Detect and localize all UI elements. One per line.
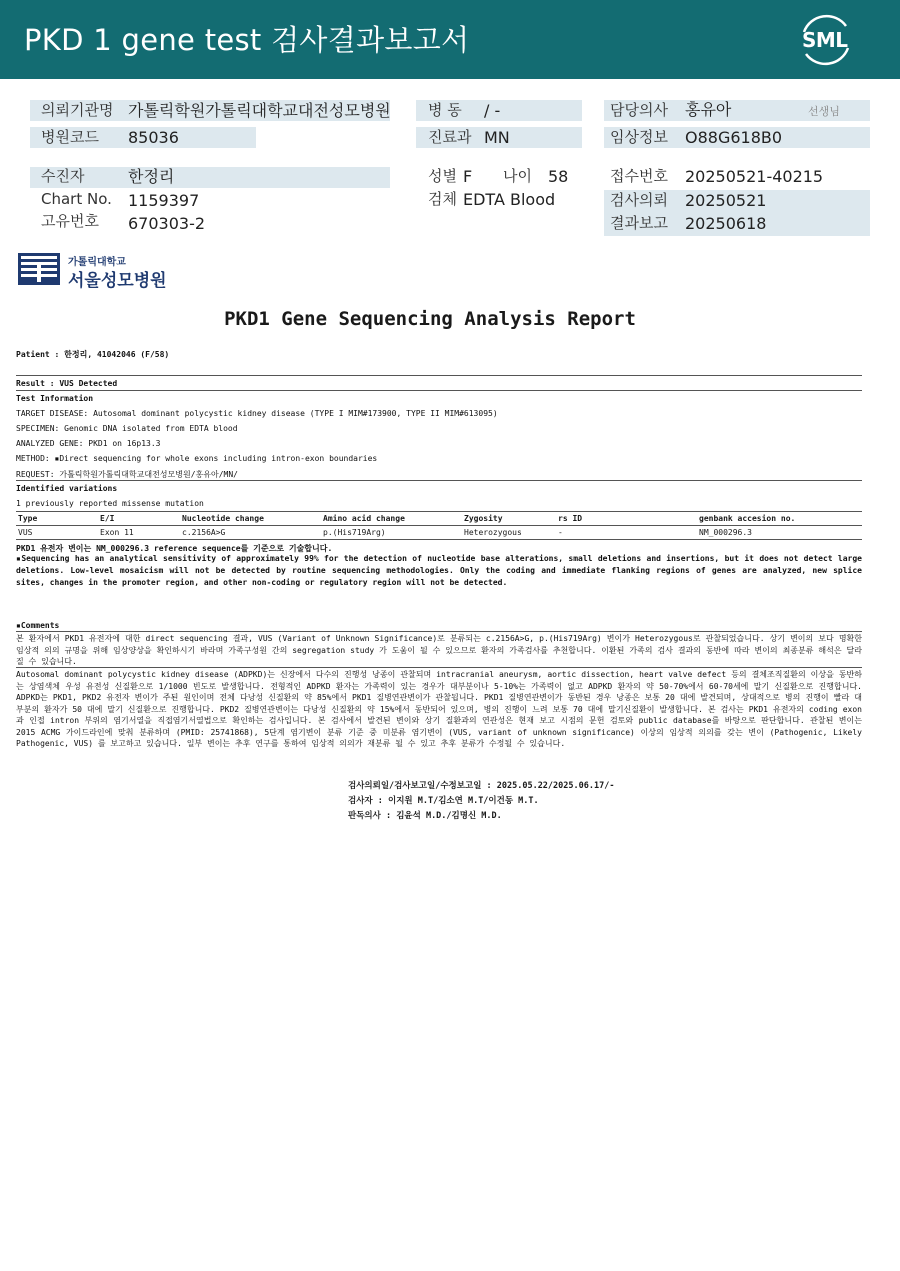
unique-label: 고유번호: [41, 212, 99, 230]
report-date-label: 결과보고: [610, 214, 668, 232]
doctor-label: 담당의사: [610, 101, 668, 119]
age-label: 나이: [503, 167, 532, 185]
sex-value: F: [463, 167, 473, 186]
patient-line: Patient : 한정리, 41042046 (F/58): [16, 350, 170, 359]
age-value: 58: [548, 167, 569, 186]
doctor-value: 홍유아: [685, 100, 732, 119]
chart-label: Chart No.: [41, 190, 112, 208]
doctor-suffix: 선생님: [808, 105, 840, 118]
comments-heading: ▪Comments: [16, 621, 60, 630]
patient-value: 한정리: [128, 167, 175, 186]
table-header: genbank accesion no.: [697, 512, 862, 526]
table-header: rs ID: [556, 512, 697, 526]
page-title: PKD 1 gene test 검사결과보고서: [24, 23, 470, 57]
table-cell: c.2156A>G: [180, 526, 321, 540]
table-header: Nucleotide change: [180, 512, 321, 526]
table-cell: NM_000296.3: [697, 526, 862, 540]
clinical-label: 임상정보: [610, 128, 668, 146]
analyzed-gene: ANALYZED GENE: PKD1 on 16p13.3: [16, 439, 161, 448]
hospital-emblem-icon: [18, 253, 60, 285]
clinical-value: O88G618B0: [685, 128, 783, 147]
variant-table: [16, 511, 862, 540]
receipt-value: 20250521-40215: [685, 167, 824, 186]
comment-paragraph-1: 본 환자에서 PKD1 유전자에 대한 direct sequencing 결과, VUS (Variant of Unknown Significance)로 분류되는 c.2156A>G, p.(His719Arg) 변이가 Heterozygous로 관찰되었습니다. 상기 변이의 보다 명확한 임상적 의의 규명을 위해 임상양상을 확인하시기 바라며 가족구성원 간의 segregation study 가 도움이 될 수 있으므로 환자의 가족검사를 추천합니다. 이환된 가족의 검사 결과의 동반에 따라 변이의 최종분류 해석은 달라질 수 있습니다.: [16, 634, 862, 666]
department-value: MN: [484, 128, 510, 147]
report-title: PKD1 Gene Sequencing Analysis Report: [224, 308, 636, 330]
table-cell: Exon 11: [98, 526, 180, 540]
specimen-line: SPECIMEN: Genomic DNA isolated from EDTA blood: [16, 424, 238, 433]
table-cell: p.(His719Arg): [321, 526, 462, 540]
department-label: 진료과: [428, 128, 472, 146]
ward-label: 병 동: [428, 101, 462, 119]
report-date-value: 20250618: [685, 214, 767, 233]
hospital-name: 서울성모병원: [68, 271, 167, 291]
divider: [16, 631, 862, 632]
specimen-label: 검체: [428, 190, 457, 208]
receipt-label: 접수번호: [610, 167, 668, 185]
divider: [16, 480, 862, 481]
logo-text: SML: [802, 28, 848, 52]
institution-label: 의뢰기관명: [41, 101, 114, 119]
hospital-code-value: 85036: [128, 128, 179, 147]
sign-dates: 검사의뢰일/검사보고일/수정보고일 : 2025.05.22/2025.06.17/-: [348, 781, 615, 791]
specimen-value: EDTA Blood: [463, 190, 556, 209]
table-cell: VUS: [16, 526, 98, 540]
identified-heading: Identified variations: [16, 484, 118, 493]
request-date-label: 검사의뢰: [610, 191, 668, 209]
result-line: Result : VUS Detected: [16, 379, 118, 388]
table-header: Amino acid change: [321, 512, 462, 526]
request-line: REQUEST: 가톨릭학원가톨릭대학교대전성모병원/홍유아/MN/: [16, 470, 238, 479]
sensitivity-note: ▪Sequencing has an analytical sensitivity of approximately 99% for the detection of nucleotide base alterations, small deletions and insertions, but it does not detect large deletions. Low-level mosaicism will not be detected by routine sequencing methodologies. Only the coding and immediate flanking regions of genes are analyzed, new splice sites, changes in the promoter region, and other non-coding or regulatory region will not be detected.: [16, 554, 862, 587]
hospital-sub: 가톨릭대학교: [68, 257, 126, 268]
method-line: METHOD: ▪Direct sequencing for whole exons including intron-exon boundaries: [16, 454, 378, 463]
comment-paragraph-2: Autosomal dominant polycystic kidney disease (ADPKD)는 신장에서 다수의 진행성 낭종이 관찰되며 intracranial aneurysm, aortic dissection, heart valve defect 등의 결체조직질환의 이상을 동반하는 상염색체 우성 유전성 신질환으로 1/1000 빈도로 발생합니다. 전형적인 ADPKD 환자는 가족력이 있는 경우가 대부분이나 5-10%는 가족력이 없고 ADPKD 환자의 약 50-70%에서 60-70세에 말기 신질환으로 진행합니다. ADPKD는 PKD1, PKD2 유전자 변이가 주된 원인이며 전체 다낭성 신질환의 약 85%에서 PKD1 질병연관변이가 관찰됩니다. PKD1 질병연관변이가 동반된 경우 낭종은 보통 20 대에 발견되며, 상대적으로 병의 진행이 빨라 대부분의 환자가 50 대에 말기 신질환으로 진행합니다. PKD2 질병연관변이는 다낭성 신질환의 약 15%에서 동반되어 있으며, 병의 진행이 느려 보통 70 대에 말기신질환이 발생합니다. 본 검사는 PKD1 유전자의 coding exon과 인접 intron 부위의 염기서열을 직접염기서열법으로 확인하는 검사입니다. 본 검사에서 발견된 변이와 상기 질환과의 연관성은 현재 보고 시점의 문헌 검토와 public database를 바탕으로 판단합니다. 관찰된 변이는 2015 ACMG 가이드라인에 맞춰 분류하며 (PMID: 25741868), 5단계 염기변이 분류 기준 중 미분류 염기변이 (VUS, variant of unknown significance) 이상의 임상적 의의를 갖는 변이 (Pathogenic, Likely Pathogenic, VUS) 를 보고하고 있습니다. 일부 변이는 추후 연구를 통하여 임상적 의의가 재분류 될 수 있고 추후 분류가 수정될 수 있습니다.: [16, 670, 862, 748]
patient-label: 수진자: [41, 167, 85, 185]
report-header: [0, 0, 900, 79]
ward-value: / -: [484, 101, 501, 120]
sex-label: 성별: [428, 167, 457, 185]
table-header: Type: [16, 512, 98, 526]
divider: [16, 390, 862, 391]
target-disease: TARGET DISEASE: Autosomal dominant polycystic kidney disease (TYPE I MIM#173900, TYPE II MIM#613095): [16, 409, 498, 418]
table-cell: Heterozygous: [462, 526, 556, 540]
sign-physicians: 판독의사 : 김윤석 M.D./김명신 M.D.: [348, 811, 502, 821]
request-date-value: 20250521: [685, 191, 767, 210]
table-header: Zygosity: [462, 512, 556, 526]
chart-value: 1159397: [128, 191, 200, 210]
table-header: E/I: [98, 512, 180, 526]
divider: [16, 667, 862, 668]
table-header-row: [16, 512, 862, 526]
sml-logo: [796, 12, 856, 68]
table-row: [16, 526, 862, 540]
unique-value: 670303-2: [128, 214, 206, 233]
sign-examiners: 검사자 : 이지원 M.T/김소연 M.T/이건동 M.T.: [348, 796, 539, 806]
table-cell: -: [556, 526, 697, 540]
reference-note: PKD1 유전자 변이는 NM_000296.3 reference sequence를 기준으로 기술합니다.: [16, 544, 333, 553]
divider: [16, 375, 862, 376]
hospital-code-label: 병원코드: [41, 128, 99, 146]
institution-value: 가톨릭학원가톨릭대학교대전성모병원: [128, 101, 391, 120]
identified-desc: 1 previously reported missense mutation: [16, 499, 204, 508]
test-info-heading: Test Information: [16, 394, 94, 403]
